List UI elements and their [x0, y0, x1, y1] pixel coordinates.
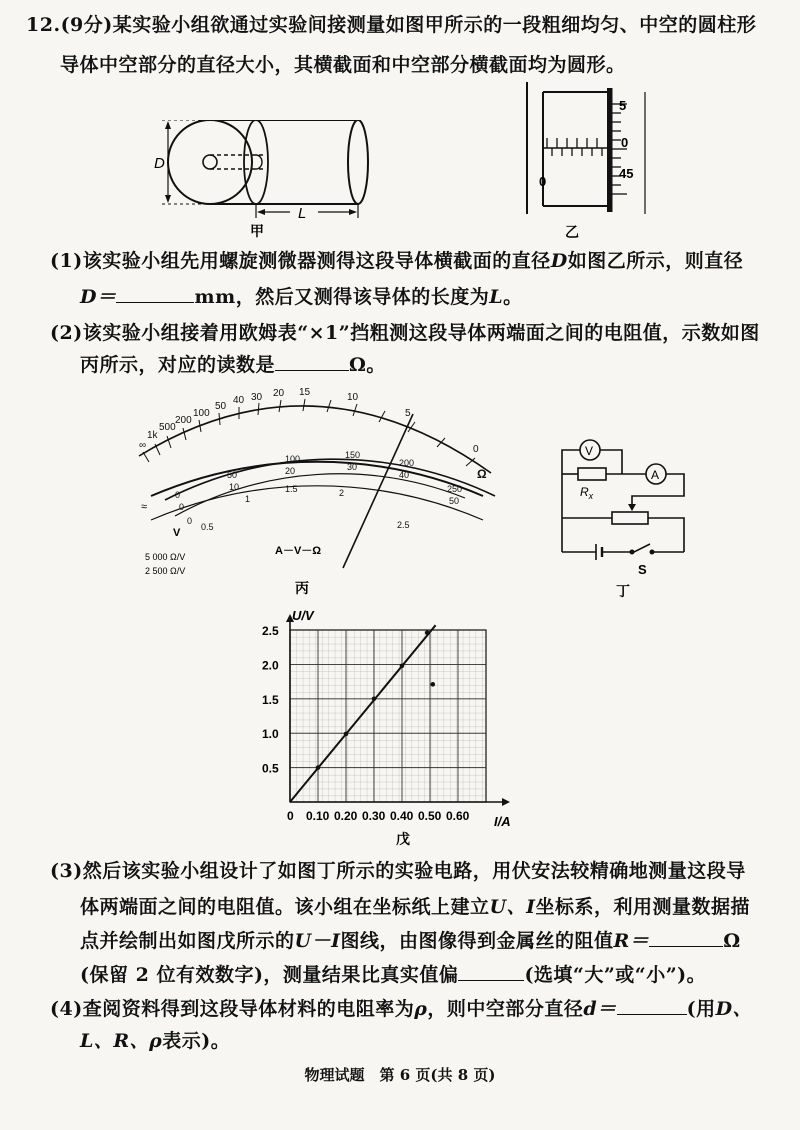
micrometer-main-zero: 0	[539, 174, 547, 189]
ac-label-0: 0	[187, 516, 193, 526]
chart-data-point	[344, 732, 349, 737]
ohm-label-50: 50	[215, 401, 227, 412]
dcv-label-150: 150	[345, 450, 361, 460]
part3-line3: 点并绘制出如图戊所示的U－I图线，由图像得到金属丝的阻值R＝ Ω	[80, 926, 741, 956]
chart-y-tick-label: 2.0	[262, 658, 279, 673]
question-number: 12.	[26, 14, 61, 36]
caption-yi: 乙	[565, 224, 579, 240]
ac-symbol: ≈	[141, 501, 148, 513]
ac-label-05: 0.5	[201, 522, 214, 532]
dcv-label-250: 250	[447, 484, 463, 494]
ac-label-25: 2.5	[397, 520, 410, 530]
figure-jia	[140, 120, 390, 240]
chart-data-point	[431, 682, 436, 687]
dcv2-label-30: 30	[347, 462, 358, 472]
caption-wu: 戊	[396, 831, 410, 847]
thimble-label-5: 5	[619, 98, 627, 113]
part2-line1: (2)该实验小组接着用欧姆表“×1”挡粗测这段导体两端面之间的电阻值，示数如图	[50, 322, 760, 344]
figure-yi	[515, 82, 655, 242]
question-score: (9分)	[60, 14, 113, 36]
dcv2-label-10: 10	[229, 482, 240, 492]
page-footer: 物理试题 第 6 页(共 8 页)	[304, 1066, 496, 1084]
thimble-label-0: 0	[621, 135, 629, 150]
dcv2-label-20: 20	[285, 466, 296, 476]
chart-ylabel: U/V	[292, 608, 314, 623]
part4-line1: (4)查阅资料得到这段导体材料的电阻率为ρ，则中空部分直径d＝ (用D、	[50, 994, 752, 1024]
part3-line2: 体两端面之间的电阻值。该小组在坐标纸上建立U、I坐标系，利用测量数据描	[80, 896, 750, 918]
switch-label: S	[638, 562, 647, 577]
part3-line1: (3)然后该实验小组设计了如图丁所示的实验电路，用伏安法较精确地测量这段导	[50, 860, 746, 882]
avo-label: A－V－Ω	[275, 545, 322, 557]
chart-x-tick-label: 0.60	[446, 809, 470, 823]
ohm-label-1k: 1k	[147, 430, 158, 441]
chart-data-point	[400, 663, 405, 668]
thimble-label-45: 45	[619, 166, 634, 181]
ohm-label-inf: ∞	[139, 440, 147, 451]
chart-data-point	[372, 697, 377, 702]
chart-xlabel: I/A	[494, 814, 511, 829]
rx-label: $R_x$	[580, 485, 594, 501]
label-L: L	[298, 205, 307, 222]
dcv-label-50: 50	[227, 470, 238, 480]
ohm-unit: Ω	[477, 467, 487, 481]
part4-line2: L、R、ρ表示)。	[80, 1030, 231, 1052]
chart-x-tick-label: 0	[287, 809, 294, 823]
chart-x-arrow	[502, 798, 510, 806]
chart-x-tick-label: 0.50	[418, 809, 442, 823]
chart-x-tick-label: 0.10	[306, 809, 330, 823]
ohm-label-40: 40	[233, 395, 245, 406]
question-intro-line2: 导体中空部分的直径大小，其横截面和中空部分横截面均为圆形。	[60, 54, 626, 76]
ammeter-label: A	[651, 468, 660, 482]
chart-y-tick-label: 1.5	[262, 692, 279, 707]
chart-y-tick-label: 2.5	[262, 624, 279, 638]
chart-data-point	[425, 630, 430, 635]
part2-line2: 丙所示，对应的读数是 Ω。	[80, 350, 386, 380]
dcv2-label-0: 0	[179, 502, 185, 512]
label-D: D	[154, 155, 165, 172]
ohm-label-10: 10	[347, 392, 359, 403]
chart-x-tick-label: 0.40	[390, 809, 414, 823]
question-intro-line1: 12.(9分)某实验小组欲通过实验间接测量如图甲所示的一段粗细均匀、中空的圆柱形	[26, 14, 757, 36]
voltmeter-label: V	[585, 444, 594, 458]
dc-symbol: V	[173, 527, 181, 539]
meter-pointer	[343, 414, 413, 568]
chart-data-point	[316, 765, 321, 770]
part3-line4: (保留 2 位有效数字)，测量结果比真实值偏 (选填“大”或“小”)。	[80, 960, 706, 990]
ohm-label-100: 100	[193, 408, 210, 419]
dcv2-label-40: 40	[399, 470, 410, 480]
ohm-label-20: 20	[273, 388, 285, 399]
ohm-label-200: 200	[175, 415, 192, 426]
ac-label-2: 2	[339, 488, 345, 498]
ohm-label-0: 0	[473, 444, 479, 455]
chart-x-tick-label: 0.30	[362, 809, 386, 823]
answer-blank-d[interactable]	[617, 994, 687, 1015]
answer-blank-bias[interactable]	[458, 960, 524, 981]
chart-y-tick-label: 1.0	[262, 727, 279, 742]
chart-grid-minor	[290, 630, 486, 802]
answer-blank-D[interactable]	[116, 282, 194, 303]
ohm-label-5: 5	[405, 408, 411, 419]
caption-ding: 丁	[616, 583, 630, 599]
ohm-label-15: 15	[299, 387, 311, 398]
ac-label-1: 1	[245, 494, 251, 504]
dcv-label-100: 100	[285, 454, 301, 464]
spec-acv: 2 500 Ω/V	[145, 566, 186, 576]
answer-blank-R[interactable]	[649, 926, 723, 947]
part1-line1: (1)该实验小组先用螺旋测微器测得这段导体横截面的直径D如图乙所示，则直径	[50, 250, 744, 272]
chart-plot-area	[262, 614, 510, 823]
figure-bing	[135, 378, 515, 598]
figure-ding	[550, 430, 700, 600]
dcv-label-200: 200	[399, 458, 415, 468]
dcv-label-0: 0	[175, 490, 181, 500]
chart-x-tick-label: 0.20	[334, 809, 358, 823]
ohm-label-30: 30	[251, 392, 263, 403]
ac-label-15: 1.5	[285, 484, 298, 494]
ohm-label-500: 500	[159, 422, 176, 433]
caption-bing: 丙	[295, 580, 309, 596]
answer-blank-ohm[interactable]	[275, 350, 349, 371]
part1-line2: D＝ mm，然后又测得该导体的长度为L。	[80, 282, 523, 312]
caption-jia: 甲	[250, 223, 264, 239]
dcv2-label-50: 50	[449, 496, 460, 506]
figure-wu	[256, 606, 556, 848]
chart-y-tick-label: 0.5	[262, 761, 279, 776]
spec-dcv: 5 000 Ω/V	[145, 552, 186, 562]
